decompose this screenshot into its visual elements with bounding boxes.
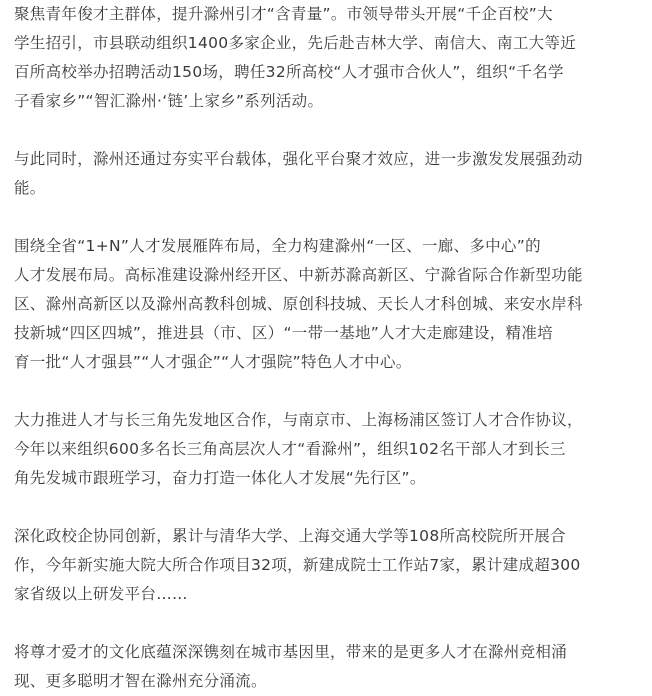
- text-line: 今年以来组织600多名长三角高层次人才“看滁州”，组织102名干部人才到长三: [14, 440, 566, 458]
- text-line: 大力推进人才与长三角先发地区合作，与南京市、上海杨浦区签订人才合作协议，: [14, 411, 583, 429]
- paragraph-yangtze-cooperation: [14, 406, 646, 493]
- paragraph-spacer: [14, 377, 646, 406]
- paragraph-spacer: [14, 609, 646, 638]
- paragraph-spacer: [14, 203, 646, 232]
- paragraph-conclusion: [14, 638, 646, 696]
- text-line: 区、滁州高新区以及滁州高教科创城、原创科技城、天长人才科创城、来安水岸科: [14, 295, 583, 313]
- text-line: 与此同时，滁州还通过夯实平台载体，强化平台聚才效应，进一步激发发展强劲动: [14, 150, 583, 168]
- text-line: 能。: [14, 179, 46, 197]
- text-line: 子看家乡”“智汇滁州·‘链’上家乡”系列活动。: [14, 92, 324, 110]
- text-line: 深化政校企协同创新，累计与清华大学、上海交通大学等108所高校院所开展合: [14, 527, 566, 545]
- paragraph-spacer: [14, 493, 646, 522]
- text-line: 角先发城市跟班学习，奋力打造一体化人才发展“先行区”。: [14, 469, 426, 487]
- text-line: 作，今年新实施大院大所合作项目32项，新建成院士工作站7家，累计建成超300: [14, 556, 581, 574]
- text-line: 将尊才爱才的文化底蕴深深镌刻在城市基因里，带来的是更多人才在滁州竞相涌: [14, 643, 568, 661]
- paragraph-platform: [14, 145, 646, 203]
- text-line: 技新城“四区四城”，推进县（市、区）“一带一基地”人才大走廊建设，精准培: [14, 324, 553, 342]
- paragraph-spacer: [14, 116, 646, 145]
- text-line: 育一批“人才强县”“人才强企”“人才强院”特色人才中心。: [14, 353, 412, 371]
- text-line: 学生招引，市县联动组织1400多家企业，先后赴吉林大学、南信大、南工大等近: [14, 34, 577, 52]
- text-line: 百所高校举办招聘活动150场，聘任32所高校“人才强市合伙人”，组织“千名学: [14, 63, 564, 81]
- text-line: 现、更多聪明才智在滁州充分涌流。: [14, 672, 267, 690]
- paragraph-innovation: [14, 522, 646, 609]
- text-line: 聚焦青年俊才主群体，提升滁州引才“含青量”。市领导带头开展“千企百校”大: [14, 5, 553, 23]
- text-line: 家省级以上研发平台……: [14, 585, 188, 603]
- paragraph-youth-talent: [14, 0, 646, 116]
- text-line: 人才发展布局。高标准建设滁州经开区、中新苏滁高新区、宁滁省际合作新型功能: [14, 266, 583, 284]
- paragraph-layout: [14, 232, 646, 377]
- article-body: [14, 0, 646, 696]
- text-line: 围绕全省“1+N”人才发展雁阵布局，全力构建滁州“一区、一廊、多中心”的: [14, 237, 541, 255]
